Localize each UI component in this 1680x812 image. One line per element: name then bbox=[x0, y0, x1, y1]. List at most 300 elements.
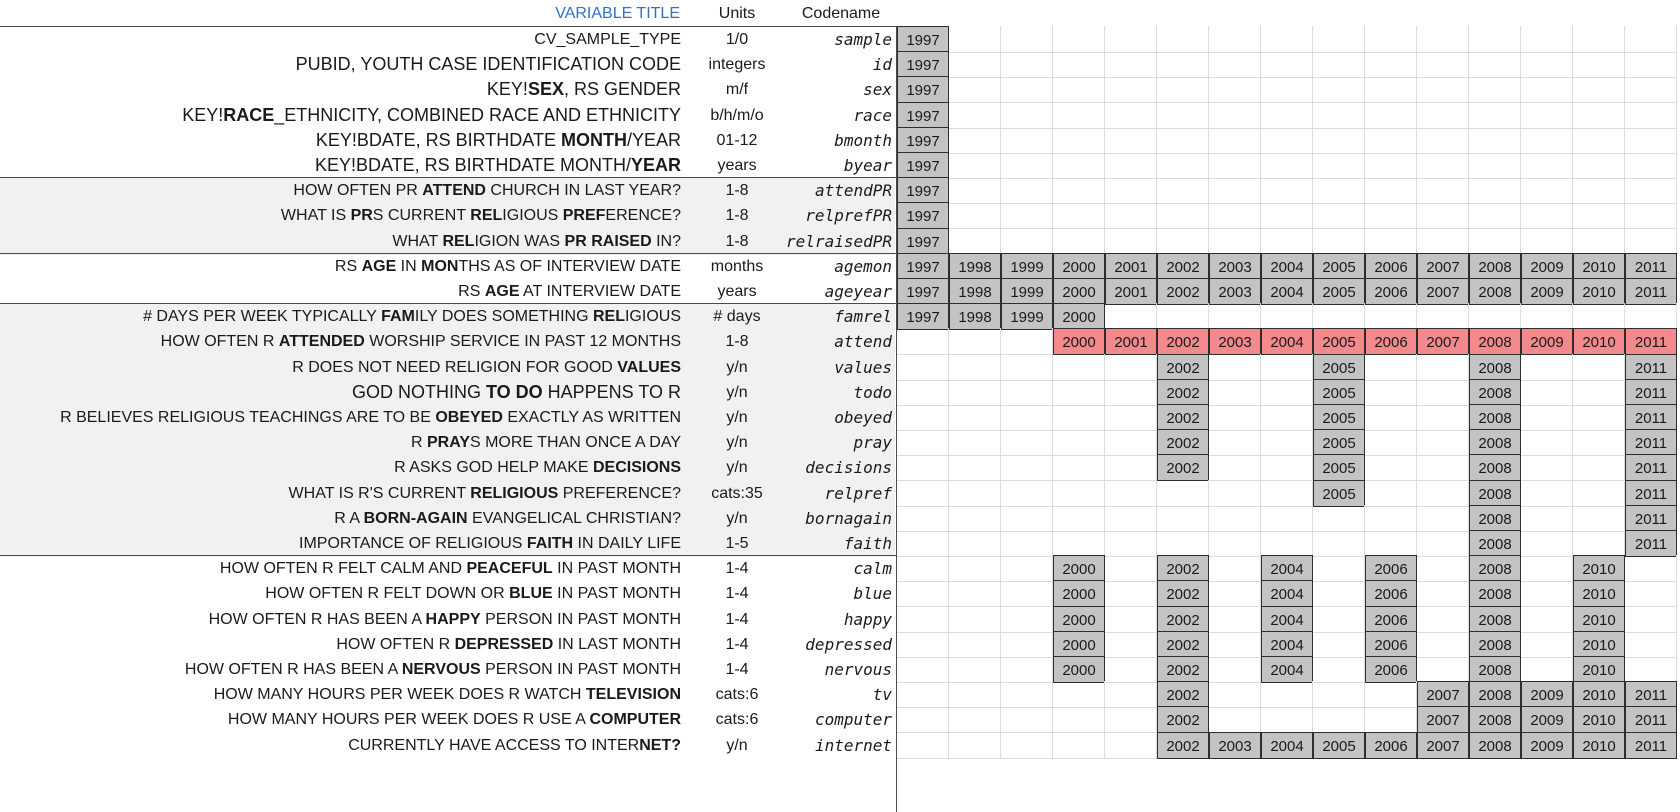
title-segment: HAPPY bbox=[425, 610, 481, 628]
year-cell-2000 bbox=[1053, 429, 1105, 456]
year-cell-1999 bbox=[1001, 555, 1053, 582]
year-cell-2006 bbox=[1365, 706, 1417, 733]
variable-title bbox=[0, 228, 681, 255]
year-cell-2009 bbox=[1521, 505, 1573, 532]
variable-units: y/n bbox=[726, 434, 748, 452]
year-cell-1999 bbox=[1001, 228, 1053, 255]
year-cell-2006 bbox=[1365, 505, 1417, 532]
year-cell-2011: 2011 bbox=[1625, 253, 1677, 280]
variable-codename: ageyear bbox=[824, 282, 892, 301]
year-cell-2006: 2006 bbox=[1365, 278, 1417, 305]
year-cell-2004 bbox=[1261, 505, 1313, 532]
year-cell-2008 bbox=[1469, 26, 1521, 53]
year-cell-2005 bbox=[1313, 202, 1365, 229]
variable-codename: relpref bbox=[824, 483, 892, 503]
year-cell-2007 bbox=[1417, 152, 1469, 179]
year-cell-2007 bbox=[1417, 76, 1469, 103]
year-cell-2008: 2008 bbox=[1469, 404, 1521, 431]
year-cell-1997 bbox=[897, 681, 949, 708]
year-cell-2005 bbox=[1313, 656, 1365, 683]
year-cell-2002 bbox=[1157, 530, 1209, 557]
year-cell-1999 bbox=[1001, 429, 1053, 456]
title-segment: IN PAST MONTH bbox=[552, 560, 681, 578]
year-cell-1997: 1997 bbox=[897, 202, 949, 229]
title-segment: RS bbox=[458, 283, 485, 300]
variable-title bbox=[0, 26, 681, 53]
year-cell-1999 bbox=[1001, 706, 1053, 733]
variable-codename: bmonth bbox=[834, 130, 892, 150]
year-cell-1998 bbox=[949, 379, 1001, 406]
year-cell-2001 bbox=[1105, 530, 1157, 557]
year-cell-2000: 2000 bbox=[1053, 328, 1105, 355]
year-cell-1997: 1997 bbox=[897, 303, 949, 330]
year-cell-2004 bbox=[1261, 51, 1313, 78]
year-cell-2003 bbox=[1209, 555, 1261, 582]
year-cell-2004 bbox=[1261, 303, 1313, 330]
year-cell-2008: 2008 bbox=[1469, 555, 1521, 582]
year-cell-2007: 2007 bbox=[1417, 328, 1469, 355]
column-header-title: VARIABLE TITLE bbox=[555, 5, 680, 22]
variable-units: 1-8 bbox=[725, 207, 749, 225]
variable-row-obeyed bbox=[0, 404, 1680, 431]
year-cell-2009: 2009 bbox=[1521, 253, 1573, 280]
variable-units: months bbox=[710, 257, 764, 275]
year-cell-2010 bbox=[1573, 379, 1625, 406]
title-segment: KEY! bbox=[182, 104, 224, 125]
variable-title bbox=[0, 102, 681, 129]
variable-title bbox=[0, 253, 681, 280]
variable-title bbox=[0, 177, 681, 204]
variable-units: 1-8 bbox=[725, 232, 749, 250]
year-cell-2001 bbox=[1105, 681, 1157, 708]
year-cell-2008: 2008 bbox=[1469, 480, 1521, 507]
variable-title bbox=[0, 681, 681, 708]
title-segment: MON bbox=[421, 257, 459, 275]
year-cell-2008: 2008 bbox=[1469, 454, 1521, 481]
year-cell-1997: 1997 bbox=[897, 51, 949, 78]
title-segment: RELIGIOUS bbox=[470, 484, 559, 502]
year-cell-2006 bbox=[1365, 177, 1417, 204]
variable-title bbox=[0, 429, 681, 456]
year-cell-2004: 2004 bbox=[1261, 580, 1313, 607]
year-cell-2007 bbox=[1417, 379, 1469, 406]
year-cell-2004: 2004 bbox=[1261, 555, 1313, 582]
title-segment: AGE bbox=[484, 283, 520, 300]
year-cell-2000: 2000 bbox=[1053, 253, 1105, 280]
year-cell-2008: 2008 bbox=[1469, 706, 1521, 733]
year-cell-2006 bbox=[1365, 76, 1417, 103]
year-cell-2005: 2005 bbox=[1313, 278, 1365, 305]
year-cell-2011 bbox=[1625, 631, 1677, 658]
variable-title bbox=[0, 454, 681, 481]
year-cell-2000 bbox=[1053, 732, 1105, 759]
year-cell-1998 bbox=[949, 26, 1001, 53]
year-cell-2000 bbox=[1053, 354, 1105, 381]
year-cell-1999 bbox=[1001, 127, 1053, 154]
year-cell-1998: 1998 bbox=[949, 253, 1001, 280]
year-cell-1998 bbox=[949, 505, 1001, 532]
year-cell-2007 bbox=[1417, 228, 1469, 255]
year-cell-2007 bbox=[1417, 127, 1469, 154]
variable-title bbox=[0, 480, 681, 507]
year-cell-1998: 1998 bbox=[949, 278, 1001, 305]
year-cell-2005 bbox=[1313, 631, 1365, 658]
year-cell-2003 bbox=[1209, 228, 1261, 255]
year-cell-2005 bbox=[1313, 505, 1365, 532]
variable-title bbox=[0, 404, 681, 431]
title-segment: IGIOUS bbox=[502, 207, 563, 225]
year-cell-2004 bbox=[1261, 228, 1313, 255]
year-cell-2005 bbox=[1313, 303, 1365, 330]
year-cell-2003 bbox=[1209, 152, 1261, 179]
year-cell-1997: 1997 bbox=[897, 102, 949, 129]
year-cell-2002: 2002 bbox=[1157, 681, 1209, 708]
year-cell-2002 bbox=[1157, 202, 1209, 229]
year-cell-1998 bbox=[949, 354, 1001, 381]
title-segment: IGION WAS bbox=[474, 232, 565, 250]
year-cell-2002: 2002 bbox=[1157, 580, 1209, 607]
variable-codename: faith bbox=[843, 534, 892, 553]
variable-codename: attendPR bbox=[814, 181, 892, 201]
year-cell-1997 bbox=[897, 656, 949, 683]
year-cell-2008: 2008 bbox=[1469, 253, 1521, 280]
year-cell-2009 bbox=[1521, 51, 1573, 78]
year-cell-2004: 2004 bbox=[1261, 656, 1313, 683]
year-cell-2008 bbox=[1469, 202, 1521, 229]
year-cell-2011 bbox=[1625, 51, 1677, 78]
variable-row-pray bbox=[0, 429, 1680, 456]
year-cell-1997: 1997 bbox=[897, 228, 949, 255]
year-cell-1999: 1999 bbox=[1001, 278, 1053, 305]
year-cell-2010 bbox=[1573, 127, 1625, 154]
year-cell-1997 bbox=[897, 354, 949, 381]
title-segment: R bbox=[411, 434, 427, 452]
year-cell-2004 bbox=[1261, 480, 1313, 507]
year-cell-1998 bbox=[949, 51, 1001, 78]
year-cell-2000 bbox=[1053, 177, 1105, 204]
year-cell-1997: 1997 bbox=[897, 76, 949, 103]
year-cell-2002 bbox=[1157, 127, 1209, 154]
title-segment: OBEYED bbox=[435, 409, 503, 426]
title-segment: _ETHNICITY, COMBINED RACE AND ETHNICITY bbox=[274, 104, 681, 125]
year-cell-2003 bbox=[1209, 26, 1261, 53]
year-cell-2010: 2010 bbox=[1573, 706, 1625, 733]
year-cell-1999: 1999 bbox=[1001, 253, 1053, 280]
variable-codename: depressed bbox=[805, 634, 892, 654]
title-segment: TO DO bbox=[485, 381, 543, 402]
year-cell-2004 bbox=[1261, 152, 1313, 179]
year-cell-2010 bbox=[1573, 480, 1625, 507]
variable-units: y/n bbox=[726, 459, 748, 477]
variable-title bbox=[0, 51, 681, 78]
year-cell-2006: 2006 bbox=[1365, 253, 1417, 280]
year-cell-1997 bbox=[897, 580, 949, 607]
year-cell-2002: 2002 bbox=[1157, 706, 1209, 733]
year-cell-2001 bbox=[1105, 26, 1157, 53]
variable-units: 1-8 bbox=[725, 182, 749, 200]
title-segment: DEPRESSED bbox=[454, 635, 554, 653]
title-segment: PEACEFUL bbox=[466, 560, 553, 578]
variable-row-values bbox=[0, 354, 1680, 381]
variable-row-faith bbox=[0, 530, 1680, 557]
year-cell-2005: 2005 bbox=[1313, 429, 1365, 456]
title-segment: GOD NOTHING bbox=[351, 381, 486, 402]
year-cell-2005: 2005 bbox=[1313, 454, 1365, 481]
year-cell-2007 bbox=[1417, 354, 1469, 381]
year-cell-2002 bbox=[1157, 51, 1209, 78]
variable-row-agemon bbox=[0, 253, 1680, 280]
variable-units: integers bbox=[708, 56, 766, 74]
variable-row-happy bbox=[0, 606, 1680, 633]
variable-codename: computer bbox=[814, 710, 892, 730]
title-segment: WHAT IS bbox=[280, 207, 351, 225]
year-cell-2002: 2002 bbox=[1157, 379, 1209, 406]
year-cell-1997 bbox=[897, 328, 949, 355]
year-cell-2004 bbox=[1261, 530, 1313, 557]
year-cell-2009: 2009 bbox=[1521, 732, 1573, 759]
year-cell-2001 bbox=[1105, 732, 1157, 759]
year-cell-2001 bbox=[1105, 480, 1157, 507]
variable-row-relraisedPR bbox=[0, 228, 1680, 255]
year-cell-2010 bbox=[1573, 152, 1625, 179]
year-cell-2002: 2002 bbox=[1157, 404, 1209, 431]
year-cell-2006 bbox=[1365, 202, 1417, 229]
title-segment: , RS GENDER bbox=[563, 79, 681, 100]
year-cell-1997 bbox=[897, 706, 949, 733]
year-cell-2003 bbox=[1209, 480, 1261, 507]
title-segment: WHAT bbox=[392, 232, 443, 250]
section-divider bbox=[0, 177, 897, 178]
title-segment: BORN-AGAIN bbox=[363, 509, 468, 527]
grid-left-border bbox=[896, 26, 897, 812]
year-cell-2006 bbox=[1365, 152, 1417, 179]
title-segment: R BELIEVES RELIGIOUS TEACHINGS ARE TO BE bbox=[60, 409, 436, 426]
year-cell-2003 bbox=[1209, 202, 1261, 229]
year-cell-2007 bbox=[1417, 102, 1469, 129]
year-cell-2001: 2001 bbox=[1105, 278, 1157, 305]
year-cell-2006: 2006 bbox=[1365, 580, 1417, 607]
year-cell-2010 bbox=[1573, 505, 1625, 532]
year-cell-2010: 2010 bbox=[1573, 732, 1625, 759]
year-cell-2004 bbox=[1261, 354, 1313, 381]
year-cell-2001 bbox=[1105, 429, 1157, 456]
year-cell-2008: 2008 bbox=[1469, 505, 1521, 532]
variable-title bbox=[0, 379, 681, 406]
year-cell-1999 bbox=[1001, 51, 1053, 78]
year-cell-2002: 2002 bbox=[1157, 328, 1209, 355]
year-cell-2001 bbox=[1105, 51, 1157, 78]
year-cell-2000: 2000 bbox=[1053, 580, 1105, 607]
year-cell-2005: 2005 bbox=[1313, 379, 1365, 406]
year-cell-2002: 2002 bbox=[1157, 354, 1209, 381]
variable-title bbox=[0, 656, 681, 683]
year-cell-2010 bbox=[1573, 454, 1625, 481]
year-cell-2003 bbox=[1209, 76, 1261, 103]
variable-title bbox=[0, 732, 681, 759]
year-cell-2010: 2010 bbox=[1573, 278, 1625, 305]
year-cell-1999 bbox=[1001, 631, 1053, 658]
year-cell-2001 bbox=[1105, 303, 1157, 330]
year-cell-2010 bbox=[1573, 530, 1625, 557]
title-segment: ATTEND bbox=[422, 182, 486, 200]
year-cell-2003 bbox=[1209, 51, 1261, 78]
year-cell-1998 bbox=[949, 555, 1001, 582]
year-cell-2011: 2011 bbox=[1625, 480, 1677, 507]
year-cell-2007 bbox=[1417, 404, 1469, 431]
year-cell-2004: 2004 bbox=[1261, 278, 1313, 305]
variable-row-sex bbox=[0, 76, 1680, 103]
year-cell-2006 bbox=[1365, 480, 1417, 507]
year-cell-2001: 2001 bbox=[1105, 328, 1157, 355]
title-segment: IN PAST MONTH bbox=[552, 585, 681, 603]
year-cell-2006 bbox=[1365, 303, 1417, 330]
variable-codename: race bbox=[853, 105, 892, 125]
year-cell-2011 bbox=[1625, 26, 1677, 53]
year-cell-1999 bbox=[1001, 530, 1053, 557]
year-cell-2001 bbox=[1105, 202, 1157, 229]
year-cell-2000 bbox=[1053, 152, 1105, 179]
variable-codename: blue bbox=[853, 584, 892, 604]
variable-row-computer bbox=[0, 706, 1680, 733]
year-cell-1999 bbox=[1001, 656, 1053, 683]
year-cell-1999 bbox=[1001, 404, 1053, 431]
year-cell-2008 bbox=[1469, 228, 1521, 255]
year-cell-1998 bbox=[949, 656, 1001, 683]
title-segment: ATTENDED bbox=[278, 333, 365, 351]
year-cell-2008: 2008 bbox=[1469, 580, 1521, 607]
year-cell-1997: 1997 bbox=[897, 253, 949, 280]
year-cell-2002: 2002 bbox=[1157, 555, 1209, 582]
year-cell-2001 bbox=[1105, 404, 1157, 431]
title-segment: HOW OFTEN R FELT DOWN OR bbox=[265, 585, 510, 603]
title-segment: HOW OFTEN PR bbox=[293, 182, 423, 200]
year-cell-1999 bbox=[1001, 732, 1053, 759]
title-segment: R DOES NOT NEED RELIGION FOR GOOD bbox=[292, 358, 618, 376]
variable-codename: byear bbox=[843, 156, 892, 175]
year-cell-2001 bbox=[1105, 706, 1157, 733]
year-cell-2002 bbox=[1157, 228, 1209, 255]
title-segment: THS AS OF INTERVIEW DATE bbox=[458, 257, 681, 275]
year-cell-2009 bbox=[1521, 631, 1573, 658]
title-segment: REL bbox=[442, 232, 475, 250]
variable-title bbox=[0, 328, 681, 355]
year-cell-2000: 2000 bbox=[1053, 606, 1105, 633]
title-segment: IN DAILY LIFE bbox=[573, 535, 681, 552]
variable-codename: happy bbox=[843, 609, 892, 629]
variable-row-nervous bbox=[0, 656, 1680, 683]
year-cell-2006: 2006 bbox=[1365, 555, 1417, 582]
year-cell-2006 bbox=[1365, 429, 1417, 456]
variable-units: 1-4 bbox=[725, 635, 749, 653]
year-cell-2000 bbox=[1053, 404, 1105, 431]
year-cell-1998 bbox=[949, 530, 1001, 557]
year-cell-2002: 2002 bbox=[1157, 606, 1209, 633]
title-segment: ILY DOES SOMETHING bbox=[414, 308, 593, 326]
year-cell-2006 bbox=[1365, 354, 1417, 381]
variable-title bbox=[0, 631, 681, 658]
year-cell-1998 bbox=[949, 480, 1001, 507]
year-cell-2003 bbox=[1209, 656, 1261, 683]
variable-units: 1-4 bbox=[725, 560, 749, 578]
variable-codename: values bbox=[834, 357, 892, 377]
year-cell-1998 bbox=[949, 454, 1001, 481]
year-cell-2000 bbox=[1053, 76, 1105, 103]
variable-codename: id bbox=[872, 55, 892, 75]
section-divider bbox=[0, 303, 897, 304]
variable-codename: todo bbox=[853, 382, 892, 402]
year-cell-2007 bbox=[1417, 202, 1469, 229]
year-cell-2009 bbox=[1521, 454, 1573, 481]
year-cell-2004 bbox=[1261, 706, 1313, 733]
year-cell-2006 bbox=[1365, 127, 1417, 154]
year-cell-2005 bbox=[1313, 681, 1365, 708]
year-cell-2009 bbox=[1521, 379, 1573, 406]
year-cell-2008 bbox=[1469, 76, 1521, 103]
year-cell-2011 bbox=[1625, 228, 1677, 255]
year-cell-2000 bbox=[1053, 505, 1105, 532]
year-cell-2009 bbox=[1521, 102, 1573, 129]
variable-units: 01-12 bbox=[716, 131, 758, 149]
year-cell-2004 bbox=[1261, 102, 1313, 129]
year-cell-2011: 2011 bbox=[1625, 454, 1677, 481]
year-cell-2011: 2011 bbox=[1625, 354, 1677, 381]
year-cell-2003 bbox=[1209, 631, 1261, 658]
year-cell-2002 bbox=[1157, 102, 1209, 129]
year-cell-1997: 1997 bbox=[897, 278, 949, 305]
section-divider bbox=[0, 253, 897, 254]
year-cell-2006 bbox=[1365, 379, 1417, 406]
year-cell-1997 bbox=[897, 555, 949, 582]
year-cell-2005: 2005 bbox=[1313, 328, 1365, 355]
year-cell-2002 bbox=[1157, 177, 1209, 204]
year-cell-2007: 2007 bbox=[1417, 681, 1469, 708]
title-segment: HOW MANY HOURS PER WEEK DOES R USE A bbox=[227, 711, 590, 729]
year-cell-2006 bbox=[1365, 530, 1417, 557]
title-segment: REL bbox=[470, 207, 503, 225]
year-cell-1999 bbox=[1001, 606, 1053, 633]
year-cell-1999 bbox=[1001, 580, 1053, 607]
year-cell-2000 bbox=[1053, 102, 1105, 129]
year-cell-2006: 2006 bbox=[1365, 656, 1417, 683]
title-segment: PERSON IN PAST MONTH bbox=[480, 661, 681, 678]
year-cell-2008: 2008 bbox=[1469, 606, 1521, 633]
year-cell-1997 bbox=[897, 429, 949, 456]
year-cell-2011: 2011 bbox=[1625, 404, 1677, 431]
year-cell-2009 bbox=[1521, 530, 1573, 557]
year-cell-2011: 2011 bbox=[1625, 530, 1677, 557]
year-cell-2011 bbox=[1625, 606, 1677, 633]
year-cell-2004: 2004 bbox=[1261, 606, 1313, 633]
year-cell-2006 bbox=[1365, 102, 1417, 129]
variable-units: 1-4 bbox=[725, 610, 749, 628]
year-cell-2007 bbox=[1417, 303, 1469, 330]
year-cell-1999 bbox=[1001, 26, 1053, 53]
variable-codename: obeyed bbox=[834, 408, 892, 427]
column-header-units: Units bbox=[718, 5, 756, 22]
year-cell-2011 bbox=[1625, 102, 1677, 129]
variable-codename: internet bbox=[814, 735, 892, 755]
year-cell-1999 bbox=[1001, 76, 1053, 103]
year-cell-2005: 2005 bbox=[1313, 732, 1365, 759]
year-cell-2002 bbox=[1157, 152, 1209, 179]
title-segment: YEAR bbox=[630, 155, 681, 175]
year-cell-2005 bbox=[1313, 26, 1365, 53]
variable-units: m/f bbox=[725, 81, 749, 99]
year-cell-1999 bbox=[1001, 177, 1053, 204]
title-segment: WORSHIP SERVICE IN PAST 12 MONTHS bbox=[364, 333, 681, 351]
year-cell-2002: 2002 bbox=[1157, 732, 1209, 759]
variable-units: y/n bbox=[726, 409, 748, 426]
